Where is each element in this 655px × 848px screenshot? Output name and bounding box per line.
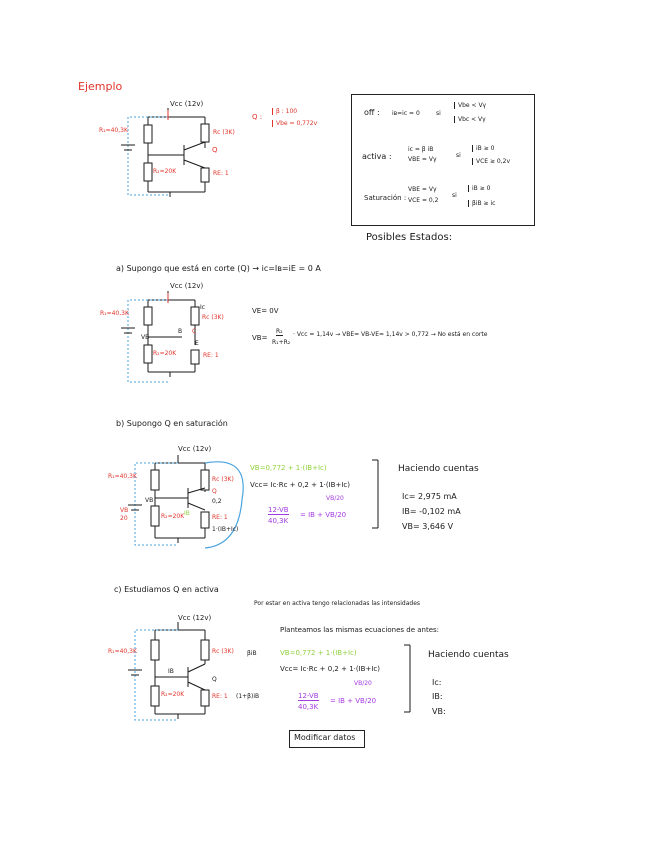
vcc-label-3: Vcc (12v) bbox=[178, 445, 212, 453]
section-b-heading: b) Supongo Q en saturación bbox=[116, 419, 228, 428]
act-c1: ic = β iB bbox=[408, 146, 434, 153]
b-ib: IB= -0,102 mA bbox=[402, 507, 461, 516]
off-cond: iʙ=iᴄ = 0 bbox=[392, 110, 420, 117]
section-c-heading: c) Estudiamos Q en activa bbox=[114, 585, 219, 594]
circuit-1 bbox=[144, 108, 209, 197]
b-eq2: Vcc= Ic·Rc + 0,2 + 1·(IB+Ic) bbox=[250, 481, 350, 489]
c-beta-ib: βiB bbox=[247, 650, 257, 657]
ib-label-3: IB bbox=[184, 510, 190, 517]
r2-label-4: R₂=20K bbox=[161, 691, 185, 698]
act-c2: VBE = Vγ bbox=[408, 156, 437, 163]
r2-label-2: R₂=20K bbox=[153, 350, 177, 357]
sat-label: Saturación : bbox=[364, 194, 407, 202]
re-label-2: RE: 1 bbox=[203, 352, 219, 359]
c-note: Por estar en activa tengo relacionadas las intensidades bbox=[254, 600, 421, 607]
c-eq3-den: 40,3K bbox=[298, 703, 319, 711]
v02-label-3: 0,2 bbox=[212, 498, 222, 505]
params-beta: β : 100 bbox=[272, 108, 297, 115]
e-label-2: E bbox=[195, 340, 199, 347]
b-vb: VB= 3,646 V bbox=[402, 522, 454, 531]
b-side-title: Haciendo cuentas bbox=[398, 464, 479, 474]
a-frac-den: R₁+R₂ bbox=[272, 339, 291, 346]
c-side-title: Haciendo cuentas bbox=[428, 650, 509, 660]
q-label-1: Q bbox=[212, 146, 218, 154]
b-vb20: VB/20 bbox=[326, 495, 344, 502]
b-ic: Ic= 2,975 mA bbox=[402, 492, 457, 501]
c-eq2: Vcc= Ic·Rc + 0,2 + 1·(IB+Ic) bbox=[280, 665, 380, 673]
b-eq3-num: 12-VB bbox=[268, 506, 289, 514]
a-vb-rhs: · Vcc = 1,14v → VBE= VB-VE= 1,14v > 0,772 → No está en corte bbox=[293, 331, 488, 338]
q-label-4: Q bbox=[212, 676, 217, 683]
a-frac-num: R₂ bbox=[276, 328, 283, 335]
r1-label-4: R₁=40,3K bbox=[108, 648, 137, 655]
rc-label-4: Rc (3K) bbox=[212, 648, 234, 655]
sat-r2: βiB ≥ ic bbox=[468, 200, 495, 207]
c-ib: IB: bbox=[432, 692, 443, 701]
ic-label-2: Ic bbox=[200, 304, 206, 311]
c-ib-lbl: IB bbox=[168, 668, 174, 675]
c-eq3-num: 12-VB bbox=[298, 692, 319, 700]
re-label-3: RE: 1 bbox=[212, 514, 228, 521]
sat-c1: VBE = Vγ bbox=[408, 186, 437, 193]
b-eq3-den: 40,3K bbox=[268, 517, 289, 525]
b-eq3-rhs: = IB + VB/20 bbox=[300, 511, 347, 519]
r2-label-1: R₂=20K bbox=[153, 168, 177, 175]
off-label: off : bbox=[364, 108, 380, 117]
rc-label-2: Rc (3K) bbox=[202, 314, 224, 321]
vcc-label-1: Vcc (12v) bbox=[170, 100, 204, 108]
modify-data-text: Modificar datos bbox=[294, 733, 356, 742]
r1-label-2: R₁=40,3K bbox=[100, 310, 129, 317]
page-title: Ejemplo bbox=[78, 80, 123, 93]
c-plant: Planteamos las mismas ecuaciones de antes: bbox=[280, 626, 440, 634]
b-label-2: B bbox=[178, 328, 183, 335]
section-a-heading: a) Supongo que está en corte (Q) → ic=Iʙ=iE = 0 A bbox=[116, 264, 321, 273]
c-eq1: VB=0,772 + 1·(IB+Ic) bbox=[280, 649, 357, 657]
sat-si: si bbox=[452, 192, 457, 199]
act-si: si bbox=[456, 152, 461, 159]
vb-20-3: 20 bbox=[120, 515, 128, 522]
c-label-2: C bbox=[192, 328, 197, 335]
sat-c2: VCE = 0,2 bbox=[408, 197, 439, 204]
circuit-3 bbox=[151, 455, 209, 543]
act-r2: VCE ≥ 0,2v bbox=[472, 158, 510, 165]
off-r1: Vbe < Vγ bbox=[454, 102, 486, 109]
vcc-label-4: Vcc (12v) bbox=[178, 614, 212, 622]
c-vb: VB: bbox=[432, 707, 446, 716]
rc-label-1: Rc (3K) bbox=[213, 129, 235, 136]
q-label-3: Q bbox=[212, 488, 217, 495]
states-title: Posibles Estados: bbox=[366, 232, 453, 243]
vb-left-3: VB bbox=[145, 497, 154, 504]
a-vb-lhs: VB= bbox=[252, 334, 268, 342]
re-label-4: RE: 1 bbox=[212, 693, 228, 700]
c-vb20: VB/20 bbox=[354, 680, 372, 687]
off-r2: Vbc < Vγ bbox=[454, 116, 486, 123]
act-r1: iB ≥ 0 bbox=[472, 145, 494, 152]
c-beta-ie: (1+β)iB bbox=[236, 693, 260, 700]
r1-label-1: R₁=40,3K bbox=[99, 127, 128, 134]
vb-label-2: VB bbox=[141, 334, 150, 341]
params-q: Q : bbox=[252, 113, 263, 121]
r1-label-3: R₁=40,3K bbox=[108, 473, 137, 480]
vcc-label-2: Vcc (12v) bbox=[170, 282, 204, 290]
c-eq3-rhs: = IB + VB/20 bbox=[330, 697, 377, 705]
circuit-4 bbox=[151, 622, 209, 719]
rc-label-3: Rc (3K) bbox=[212, 476, 234, 483]
vb-frac-3: VB bbox=[120, 507, 129, 514]
params-vbe: Vbe = 0,772v bbox=[272, 120, 317, 127]
a-ve: VE= 0V bbox=[252, 307, 279, 315]
re-label-1: RE: 1 bbox=[213, 170, 229, 177]
circuit-2 bbox=[144, 291, 199, 377]
r2-label-3: R₂=20K bbox=[161, 513, 185, 520]
act-label: activa : bbox=[362, 152, 392, 161]
c-ic: Ic: bbox=[432, 678, 442, 687]
b-eq1: VB=0,772 + 1·(IB+Ic) bbox=[250, 464, 327, 472]
ie-label-3: 1·(IB+Ic) bbox=[212, 526, 239, 533]
off-si: si bbox=[436, 110, 441, 117]
sat-r1: iB ≥ 0 bbox=[468, 185, 490, 192]
